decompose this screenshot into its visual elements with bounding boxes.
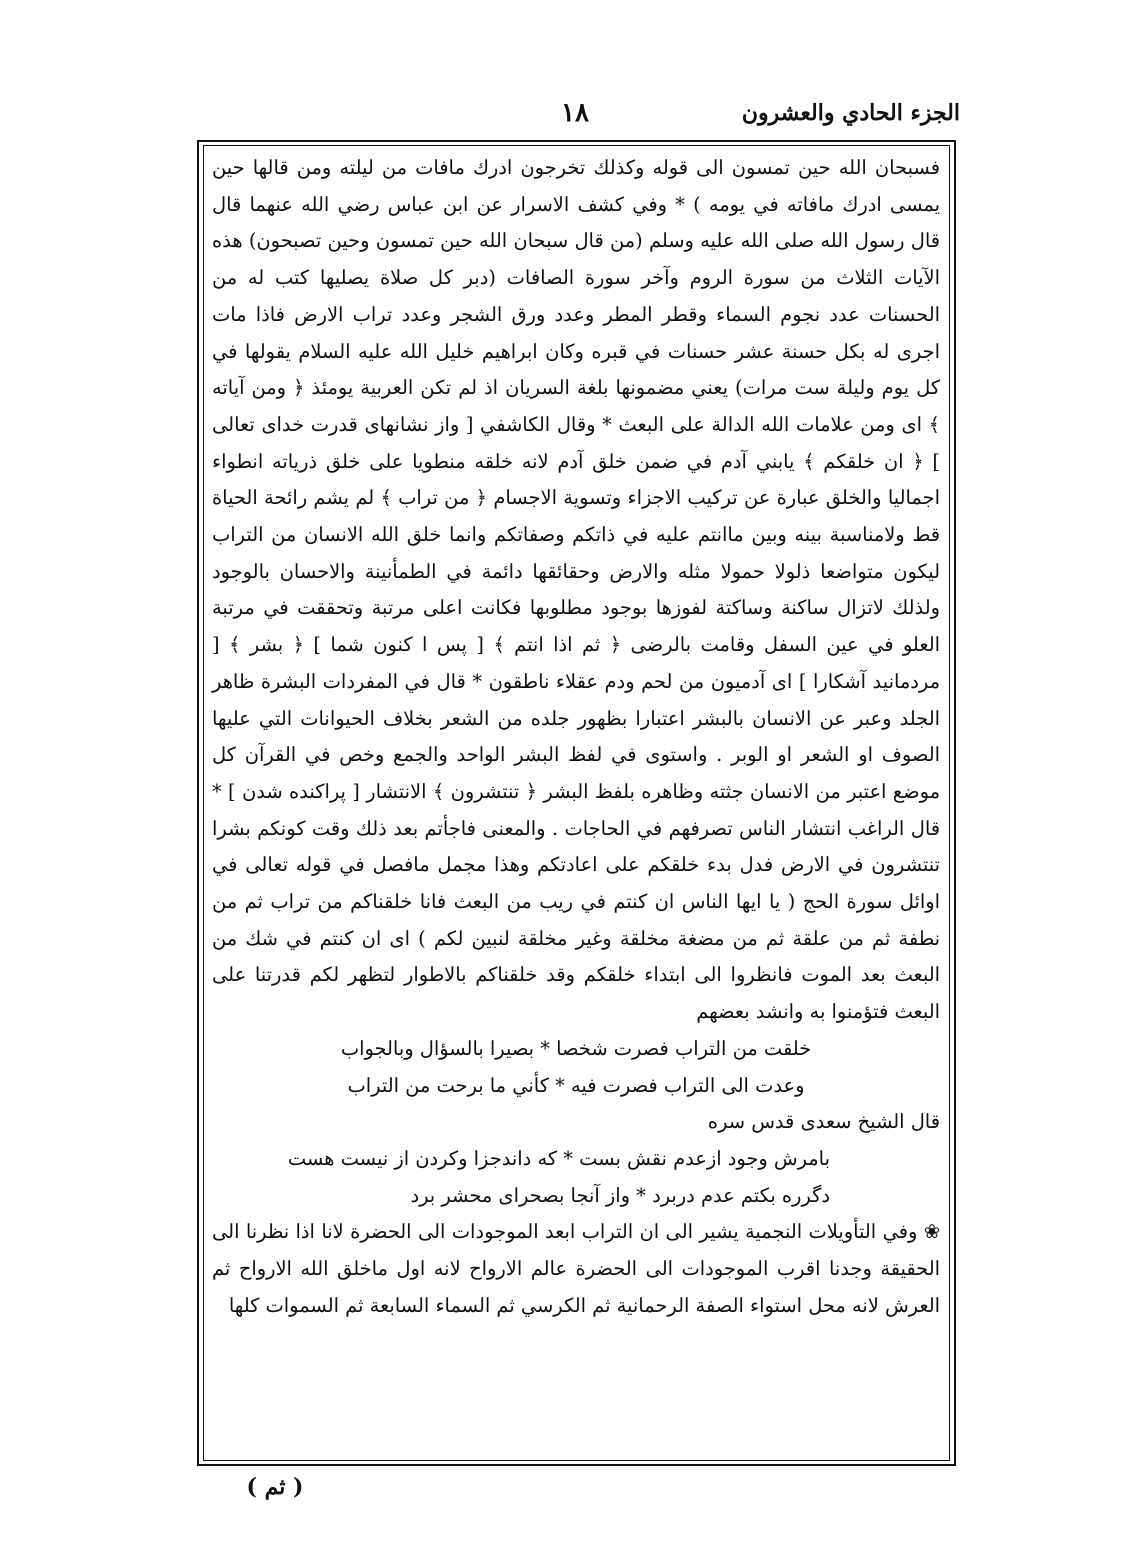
page-number: ۱۸ [561, 98, 589, 128]
page-header [200, 98, 960, 138]
verse-line: وعدت الى التراب فصرت فيه * كأني ما برحت من التراب [347, 1073, 805, 1097]
verse-line: خلقت من التراب فصرت شخصا * بصيرا بالسؤال وبالجواب [340, 1036, 812, 1060]
attribution-line: قال الشيخ سعدى قدس سره [707, 1110, 940, 1134]
running-title: الجزء الحادي والعشرون [741, 100, 960, 126]
catchword: ( ثم ) [246, 1474, 304, 1500]
verse-line: دگرره بكتم عدم دربرد * واز آنجا بصحراى محشر برد [410, 1183, 830, 1207]
body-text [212, 150, 940, 1325]
paragraph: فسبحان الله حين تمسون الى قوله وكذلك تخرجون ادرك مافات من ليلته ومن قالها حين يمسى ادرك مافاته في يومه ) * وفي كشف الاسرار عن ابن عباس رضي الله عنهما قال قال رسول الله صلى الله عليه وسلم (من قال سبحان الله حين تمسون وحين تصبحون) هذه الآيات الثلاث من سورة الروم وآخر سورة الصافات (دبر كل صلاة يصليها كتب له من الحسنات عدد نجوم السماء وقطر المطر وعدد ورق الشجر وعدد تراب الارض فاذا مات اجرى له بكل حسنة عشر حسنات في قبره وكان ابراهيم خليل الله عليه السلام يقولها في كل يوم وليلة ست مرات) يعني مضمونها بلغة السريان اذ لم تكن العربية يومئذ ﴿ ومن آياته ﴾ اى ومن علامات الله الدالة على البعث * وقال الكاشفي [ واز نشانهاى قدرت خداى تعالى ] ﴿ ان خلقكم ﴾ يابني آدم في ضمن خلق آدم لانه خلقه منطويا على خلق ذرياته انطواء اجماليا والخلق عبارة عن تركيب الاجزاء وتسوية الاجسام ﴿ من تراب ﴾ لم يشم رائحة الحياة قط ولامناسبة بينه وبين ماانتم عليه في ذاتكم وصفاتكم وانما خلق الله الانسان من التراب ليكون متواضعا ذلولا حمولا مثله والارض وحقائقها دائمة في الطمأنينة والاحسان بالوجود ولذلك لاتزال ساكنة وساكتة لفوزها بوجود مطلوبها فكانت اعلى مرتبة وتحققت في مرتبة العلو في عين السفل وقامت بالرضى ﴿ ثم اذا انتم ﴾ [ پس ا كنون شما ] ﴿ بشر ﴾ [ مردمانيد آشكارا ] اى آدميون من لحم ودم عقلاء ناطقون * قال في المفردات البشرة ظاهر الجلد وعبر عن الانسان بالبشر اعتبارا بظهور جلده من الشعر بخلاف الحيوانات التي عليها الصوف او الشعر او الوبر . واستوى في لفظ البشر الواحد والجمع وخص في القرآن كل موضع اعتبر من الانسان جثته وظاهره بلفظ البشر ﴿ تنتشرون ﴾ الانتشار [ پراكنده شدن ] * قال الراغب انتشار الناس تصرفهم في الحاجات . والمعنى فاجأتم بعد ذلك وقت كونكم بشرا تنتشرون في الارض فدل بدء خلقكم على اعادتكم وهذا مجمل مافصل في قوله تعالى في اوائل سورة الحج ( يا ايها الناس ان كنتم في ريب من البعث فانا خلقناكم من تراب ثم من نطفة ثم من علقة ثم من مضغة مخلقة وغير مخلقة لنبين لكم ) اى ان كنتم في شك من البعث بعد الموت فانظروا الى ابتداء خلقكم وقد خلقناكم بالاطوار لتظهر لكم قدرتنا على البعث فتؤمنوا به وانشد بعضهم [212, 156, 940, 1024]
paragraph: ❀ وفي التأويلات النجمية يشير الى ان التراب ابعد الموجودات الى الحضرة لانا اذا نظرنا الى الحقيقة وجدنا اقرب الموجودات الى الحضرة عالم الارواح لانه اول ماخلق الله الارواح ثم العرش لانه محل استواء الصفة الرحمانية ثم الكرسي ثم السماء السابعة ثم السموات كلها [212, 1220, 940, 1317]
verse-line: بامرش وجود ازعدم نقش بست * كه داندجزا وكردن از نيست هست [287, 1146, 830, 1170]
